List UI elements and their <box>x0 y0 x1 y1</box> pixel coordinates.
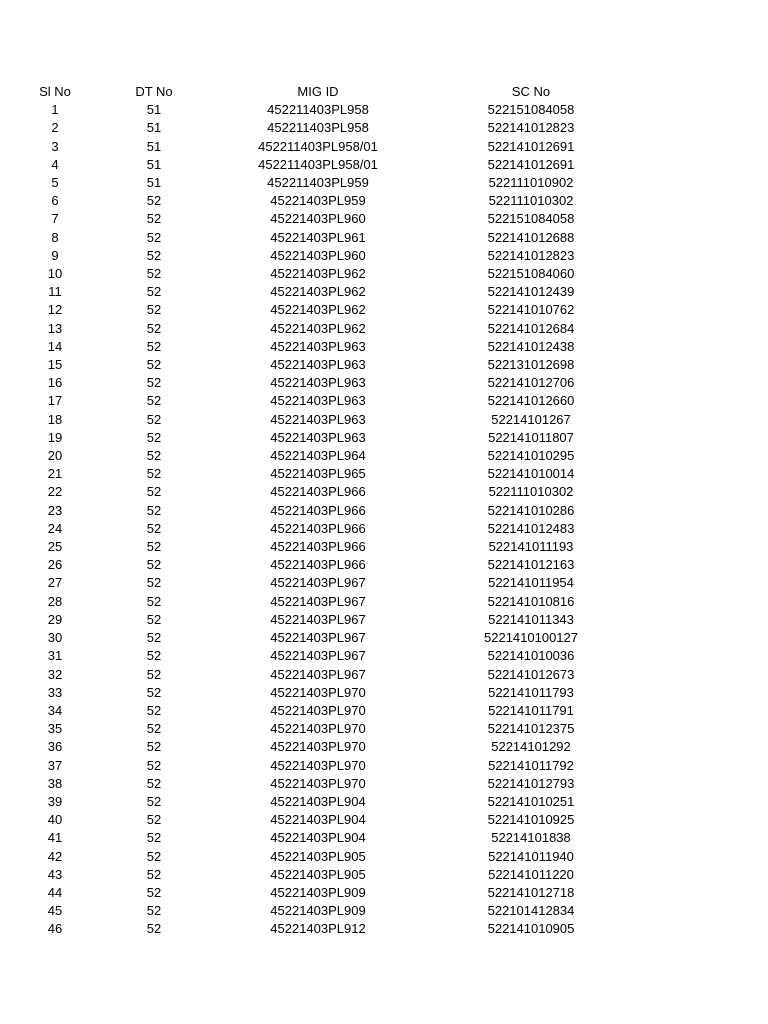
table-row <box>0 684 624 702</box>
cell-sc-no: 522141012375 <box>487 721 575 737</box>
table-row <box>0 301 624 319</box>
cell-sc-no: 522141012823 <box>487 247 575 263</box>
cell-mig-id: 452211403PL958 <box>267 120 369 136</box>
cell-mig-id: 45221403PL967 <box>270 666 366 682</box>
cell-sc-no: 522141012793 <box>487 775 575 791</box>
cell-sc-no: 522141010762 <box>487 302 575 318</box>
table-row <box>0 629 624 647</box>
cell-sl-no: 12 <box>47 302 63 318</box>
table-row <box>0 866 624 884</box>
table-row <box>0 775 624 793</box>
cell-dt-no: 52 <box>146 630 162 646</box>
cell-sl-no: 45 <box>47 903 63 919</box>
table-row <box>0 502 624 520</box>
cell-mig-id: 45221403PL966 <box>270 484 366 500</box>
header-mig-id: MIG ID <box>297 84 339 99</box>
table-row <box>0 720 624 738</box>
cell-dt-no: 52 <box>146 557 162 573</box>
cell-dt-no: 52 <box>146 193 162 209</box>
cell-dt-no: 52 <box>146 575 162 591</box>
cell-mig-id: 452211403PL958/01 <box>258 138 378 154</box>
cell-mig-id: 45221403PL967 <box>270 648 366 664</box>
cell-sc-no: 522141011220 <box>488 866 574 882</box>
cell-sl-no: 28 <box>47 593 63 609</box>
cell-sl-no: 2 <box>51 120 59 136</box>
cell-sc-no: 522141010816 <box>487 593 575 609</box>
table-row <box>0 666 624 684</box>
cell-mig-id: 45221403PL970 <box>270 721 366 737</box>
cell-mig-id: 45221403PL963 <box>270 338 366 354</box>
cell-dt-no: 52 <box>146 739 162 755</box>
cell-dt-no: 52 <box>146 848 162 864</box>
cell-sl-no: 31 <box>47 648 63 664</box>
cell-mig-id: 45221403PL909 <box>270 884 366 900</box>
table-row <box>0 247 624 265</box>
cell-sc-no: 522141012823 <box>487 120 575 136</box>
table-row <box>0 447 624 465</box>
cell-sc-no: 522111010902 <box>488 175 574 191</box>
table-row <box>0 156 624 174</box>
cell-sc-no: 522141010251 <box>487 793 575 809</box>
cell-sc-no: 522141011791 <box>488 702 574 718</box>
cell-mig-id: 45221403PL964 <box>270 448 366 464</box>
cell-mig-id: 45221403PL904 <box>270 793 366 809</box>
cell-dt-no: 52 <box>146 757 162 773</box>
cell-mig-id: 45221403PL967 <box>270 575 366 591</box>
cell-dt-no: 52 <box>146 338 162 354</box>
cell-sl-no: 21 <box>47 466 63 482</box>
cell-sl-no: 33 <box>47 684 63 700</box>
cell-sc-no: 522141010286 <box>487 502 575 518</box>
cell-sc-no: 522141012691 <box>487 156 575 172</box>
table-row <box>0 429 624 447</box>
cell-dt-no: 52 <box>146 884 162 900</box>
cell-dt-no: 51 <box>146 156 162 172</box>
cell-sl-no: 5 <box>51 175 59 191</box>
cell-mig-id: 45221403PL967 <box>270 593 366 609</box>
cell-dt-no: 52 <box>146 684 162 700</box>
cell-dt-no: 52 <box>146 593 162 609</box>
cell-dt-no: 52 <box>146 921 162 937</box>
cell-sl-no: 20 <box>47 448 63 464</box>
cell-dt-no: 52 <box>146 903 162 919</box>
cell-sc-no: 522141010014 <box>487 466 575 482</box>
cell-dt-no: 52 <box>146 429 162 445</box>
cell-dt-no: 52 <box>146 721 162 737</box>
table-row <box>0 320 624 338</box>
cell-mig-id: 45221403PL904 <box>270 812 366 828</box>
cell-dt-no: 51 <box>146 138 162 154</box>
table-row <box>0 138 624 156</box>
cell-mig-id: 45221403PL966 <box>270 539 366 555</box>
table-row <box>0 647 624 665</box>
cell-mig-id: 45221403PL963 <box>270 411 366 427</box>
table-row <box>0 556 624 574</box>
cell-mig-id: 45221403PL970 <box>270 757 366 773</box>
cell-sc-no: 522111010302 <box>488 484 574 500</box>
table-row <box>0 757 624 775</box>
cell-sc-no: 522141010295 <box>487 448 575 464</box>
cell-mig-id: 45221403PL970 <box>270 739 366 755</box>
cell-sc-no: 522141010905 <box>487 921 575 937</box>
cell-dt-no: 52 <box>146 520 162 536</box>
cell-sc-no: 522151084058 <box>487 211 575 227</box>
cell-mig-id: 45221403PL965 <box>270 466 366 482</box>
cell-dt-no: 52 <box>146 775 162 791</box>
header-sc-no: SC No <box>511 84 551 99</box>
cell-sl-no: 15 <box>47 357 63 373</box>
cell-mig-id: 45221403PL963 <box>270 375 366 391</box>
cell-sl-no: 42 <box>47 848 63 864</box>
cell-sl-no: 17 <box>47 393 63 409</box>
cell-sl-no: 11 <box>48 284 62 300</box>
cell-mig-id: 45221403PL961 <box>270 229 366 245</box>
table-row <box>0 101 624 119</box>
table-row <box>0 174 624 192</box>
cell-dt-no: 52 <box>146 320 162 336</box>
cell-sc-no: 52214101838 <box>491 830 571 846</box>
cell-mig-id: 45221403PL967 <box>270 630 366 646</box>
cell-sl-no: 25 <box>47 539 63 555</box>
cell-mig-id: 452211403PL958 <box>267 102 369 118</box>
cell-dt-no: 52 <box>146 247 162 263</box>
table-row <box>0 229 624 247</box>
cell-dt-no: 51 <box>146 175 162 191</box>
header-row <box>0 83 624 101</box>
cell-mig-id: 45221403PL962 <box>270 302 366 318</box>
table-row <box>0 392 624 410</box>
cell-dt-no: 52 <box>146 502 162 518</box>
cell-sl-no: 37 <box>47 757 63 773</box>
cell-sc-no: 522141012163 <box>487 557 575 573</box>
cell-dt-no: 52 <box>146 793 162 809</box>
cell-dt-no: 52 <box>146 648 162 664</box>
cell-sc-no: 522141012684 <box>487 320 575 336</box>
cell-sl-no: 46 <box>47 921 63 937</box>
table-row <box>0 902 624 920</box>
cell-sc-no: 5221410100127 <box>484 630 578 646</box>
cell-mig-id: 45221403PL959 <box>270 193 366 209</box>
cell-sc-no: 522141011343 <box>488 611 574 627</box>
cell-sc-no: 522141012688 <box>487 229 575 245</box>
table-row <box>0 611 624 629</box>
cell-dt-no: 52 <box>146 466 162 482</box>
cell-mig-id: 45221403PL970 <box>270 775 366 791</box>
cell-sl-no: 14 <box>47 338 63 354</box>
cell-sc-no: 522141012483 <box>487 520 575 536</box>
cell-mig-id: 45221403PL905 <box>270 848 366 864</box>
cell-sc-no: 52214101292 <box>491 739 571 755</box>
table-row <box>0 574 624 592</box>
cell-dt-no: 52 <box>146 229 162 245</box>
cell-dt-no: 52 <box>146 702 162 718</box>
cell-sl-no: 39 <box>47 793 63 809</box>
table-row <box>0 265 624 283</box>
cell-sc-no: 522141011792 <box>488 757 574 773</box>
cell-dt-no: 52 <box>146 211 162 227</box>
cell-dt-no: 52 <box>146 393 162 409</box>
cell-dt-no: 52 <box>146 666 162 682</box>
header-dt-no: DT No <box>135 84 173 99</box>
cell-dt-no: 52 <box>146 448 162 464</box>
cell-sl-no: 13 <box>47 320 63 336</box>
table-row <box>0 920 624 938</box>
cell-sc-no: 522141011954 <box>488 575 574 591</box>
cell-sl-no: 7 <box>51 211 59 227</box>
cell-sc-no: 522101412834 <box>487 903 575 919</box>
cell-mig-id: 45221403PL962 <box>270 284 366 300</box>
cell-dt-no: 52 <box>146 539 162 555</box>
cell-sc-no: 522141012691 <box>487 138 575 154</box>
cell-sc-no: 522141011793 <box>488 684 574 700</box>
cell-mig-id: 452211403PL958/01 <box>258 156 378 172</box>
cell-sl-no: 32 <box>47 666 63 682</box>
cell-dt-no: 51 <box>146 120 162 136</box>
table-row <box>0 593 624 611</box>
table-row <box>0 793 624 811</box>
table-row <box>0 210 624 228</box>
cell-mig-id: 45221403PL970 <box>270 684 366 700</box>
cell-sl-no: 36 <box>47 739 63 755</box>
cell-sl-no: 38 <box>47 775 63 791</box>
cell-sl-no: 19 <box>47 429 63 445</box>
cell-dt-no: 52 <box>146 411 162 427</box>
cell-sc-no: 52214101267 <box>491 411 571 427</box>
table-row <box>0 119 624 137</box>
cell-dt-no: 51 <box>146 102 162 118</box>
cell-mig-id: 45221403PL960 <box>270 211 366 227</box>
cell-sl-no: 1 <box>51 102 59 118</box>
cell-mig-id: 45221403PL963 <box>270 393 366 409</box>
cell-sc-no: 522141010036 <box>487 648 575 664</box>
cell-mig-id: 45221403PL962 <box>270 320 366 336</box>
table-row <box>0 483 624 501</box>
cell-sl-no: 18 <box>47 411 63 427</box>
cell-sc-no: 522141012660 <box>487 393 575 409</box>
table-row <box>0 411 624 429</box>
cell-sl-no: 27 <box>47 575 63 591</box>
cell-sl-no: 30 <box>47 630 63 646</box>
cell-sl-no: 29 <box>47 611 63 627</box>
cell-sc-no: 522141012673 <box>487 666 575 682</box>
cell-sc-no: 522111010302 <box>488 193 574 209</box>
cell-sl-no: 34 <box>47 702 63 718</box>
cell-mig-id: 45221403PL963 <box>270 357 366 373</box>
table-row <box>0 884 624 902</box>
table-row <box>0 374 624 392</box>
table-row <box>0 811 624 829</box>
cell-sl-no: 40 <box>47 812 63 828</box>
cell-sl-no: 16 <box>47 375 63 391</box>
cell-mig-id: 45221403PL962 <box>270 266 366 282</box>
cell-dt-no: 52 <box>146 284 162 300</box>
cell-sl-no: 24 <box>47 520 63 536</box>
cell-sc-no: 522131012698 <box>487 357 575 373</box>
cell-sl-no: 23 <box>47 502 63 518</box>
table-row <box>0 848 624 866</box>
table-row <box>0 192 624 210</box>
cell-sc-no: 522141010925 <box>487 812 575 828</box>
cell-mig-id: 45221403PL963 <box>270 429 366 445</box>
header-sl-no: Sl No <box>39 84 71 99</box>
cell-sl-no: 9 <box>51 247 59 263</box>
cell-sl-no: 3 <box>51 138 59 154</box>
cell-sl-no: 10 <box>47 266 63 282</box>
table-row <box>0 356 624 374</box>
cell-sc-no: 522141011193 <box>488 539 574 555</box>
table-row <box>0 702 624 720</box>
cell-sc-no: 522141012706 <box>487 375 575 391</box>
table-row <box>0 283 624 301</box>
cell-dt-no: 52 <box>146 302 162 318</box>
cell-mig-id: 45221403PL970 <box>270 702 366 718</box>
cell-sl-no: 35 <box>47 721 63 737</box>
cell-sl-no: 43 <box>47 866 63 882</box>
cell-dt-no: 52 <box>146 812 162 828</box>
spreadsheet <box>0 83 768 939</box>
cell-dt-no: 52 <box>146 866 162 882</box>
table-row <box>0 538 624 556</box>
cell-sl-no: 44 <box>47 884 63 900</box>
table-row <box>0 520 624 538</box>
table-row <box>0 738 624 756</box>
cell-dt-no: 52 <box>146 611 162 627</box>
table-row <box>0 338 624 356</box>
cell-mig-id: 45221403PL904 <box>270 830 366 846</box>
cell-dt-no: 52 <box>146 830 162 846</box>
cell-mig-id: 45221403PL967 <box>270 611 366 627</box>
table-row <box>0 829 624 847</box>
cell-dt-no: 52 <box>146 375 162 391</box>
cell-sl-no: 41 <box>47 830 63 846</box>
cell-sc-no: 522141012439 <box>487 284 575 300</box>
table-body <box>0 101 624 938</box>
cell-sl-no: 8 <box>51 229 59 245</box>
cell-mig-id: 45221403PL966 <box>270 520 366 536</box>
cell-sc-no: 522141011807 <box>488 429 574 445</box>
cell-sl-no: 6 <box>51 193 59 209</box>
cell-sl-no: 22 <box>47 484 63 500</box>
cell-mig-id: 45221403PL960 <box>270 247 366 263</box>
cell-sc-no: 522141012438 <box>487 338 575 354</box>
cell-mig-id: 45221403PL912 <box>270 921 366 937</box>
cell-sl-no: 26 <box>47 557 63 573</box>
data-table <box>0 83 624 939</box>
cell-sc-no: 522151084058 <box>487 102 575 118</box>
cell-sc-no: 522141011940 <box>488 848 574 864</box>
table-row <box>0 465 624 483</box>
cell-sc-no: 522141012718 <box>487 884 575 900</box>
cell-dt-no: 52 <box>146 484 162 500</box>
cell-sc-no: 522151084060 <box>487 266 575 282</box>
cell-mig-id: 45221403PL905 <box>270 866 366 882</box>
cell-mig-id: 45221403PL966 <box>270 557 366 573</box>
cell-mig-id: 45221403PL966 <box>270 502 366 518</box>
cell-dt-no: 52 <box>146 357 162 373</box>
cell-mig-id: 452211403PL959 <box>267 175 369 191</box>
cell-mig-id: 45221403PL909 <box>270 903 366 919</box>
cell-sl-no: 4 <box>51 156 59 172</box>
cell-dt-no: 52 <box>146 266 162 282</box>
